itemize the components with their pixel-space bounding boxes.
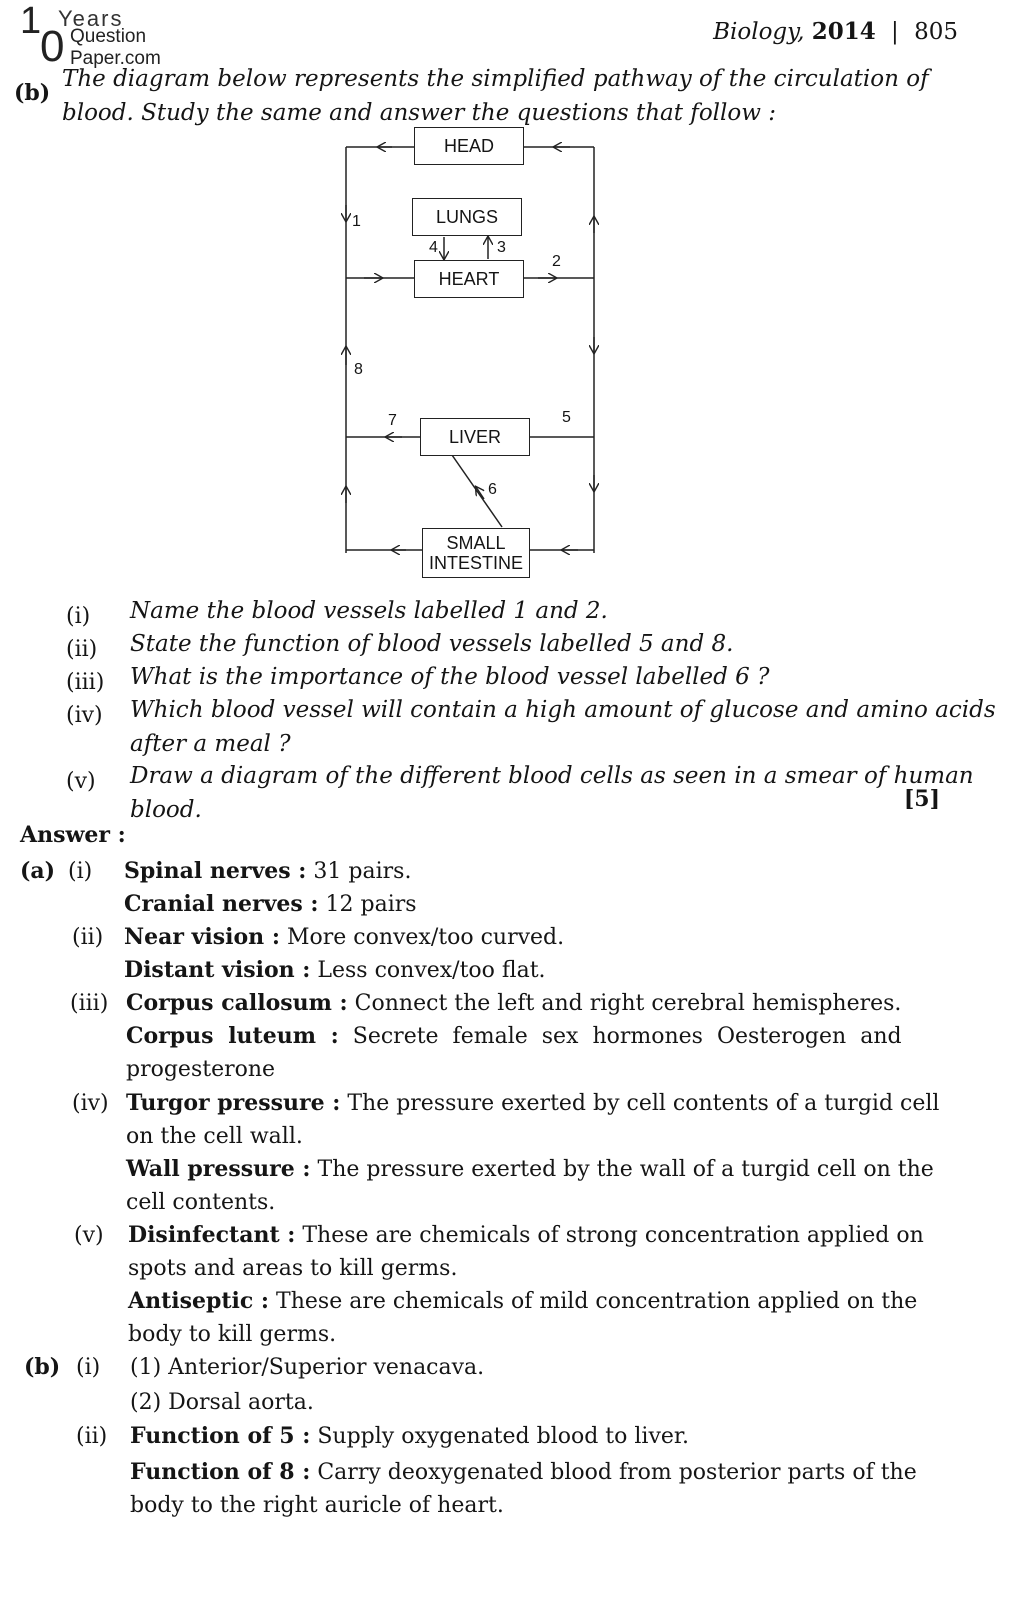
site-logo <box>14 0 214 71</box>
question-b-intro-line2: blood. Study the same and answer the questions that follow : <box>62 100 776 126</box>
header-subject: Biology, <box>713 19 805 45</box>
liver-box: LIVER <box>420 418 530 456</box>
ans-a-ii-num: (ii) <box>72 925 104 950</box>
logo-digit-0: 0 <box>40 22 65 71</box>
value-antiseptic: These are chemicals of mild concentration applied on the <box>269 1289 918 1314</box>
ans-a-iv-line3 <box>126 1153 934 1186</box>
ans-a-iv-line2: on the cell wall. <box>126 1124 303 1149</box>
value-wall-pressure: The pressure exerted by the wall of a turgid cell on the <box>310 1157 934 1182</box>
vessel-label-7: 7 <box>388 412 397 429</box>
value-near-vision: More convex/too curved. <box>279 925 565 950</box>
subq-ii-text: State the function of blood vessels labelled 5 and 8. <box>130 631 734 657</box>
small-intestine-line1: SMALL <box>446 533 506 553</box>
subq-iii-text: What is the importance of the blood vessel labelled 6 ? <box>130 664 770 690</box>
ans-a-iv-num: (iv) <box>72 1091 109 1116</box>
vessel-label-4: 4 <box>429 239 438 256</box>
term-spinal-nerves: Spinal nerves : <box>124 858 307 884</box>
ans-a-iii-line3: progesterone <box>126 1057 276 1082</box>
answer-a-label: (a) <box>20 858 56 884</box>
term-antiseptic: Antiseptic : <box>128 1288 270 1314</box>
value-spinal-nerves: 31 pairs. <box>306 859 412 884</box>
value-disinfectant: These are chemicals of strong concentration applied on <box>295 1223 924 1248</box>
ans-a-iii-num: (iii) <box>70 991 109 1016</box>
ans-b-ii-line1 <box>130 1420 689 1453</box>
vessel-label-1: 1 <box>352 213 361 230</box>
subq-iv-text2: after a meal ? <box>130 731 291 757</box>
question-b-intro-line1: The diagram below represents the simplified pathway of the circulation of <box>62 66 929 92</box>
question-b-label: (b) <box>14 80 51 106</box>
ans-a-iv-line1 <box>126 1087 939 1120</box>
ans-a-v-num: (v) <box>74 1223 104 1248</box>
ans-a-ii-line1 <box>124 921 564 954</box>
subq-v-text: Draw a diagram of the different blood cells as seen in a smear of human <box>130 763 974 789</box>
subq-iii-num: (iii) <box>66 670 105 695</box>
small-intestine-line2: INTESTINE <box>428 553 523 573</box>
lungs-box: LUNGS <box>412 198 522 236</box>
term-wall-pressure: Wall pressure : <box>126 1156 311 1182</box>
value-function-8: Carry deoxygenated blood from posterior parts of the <box>310 1460 917 1485</box>
logo-paper: Paper.com <box>70 48 161 69</box>
subq-iv-num: (iv) <box>66 703 103 728</box>
subq-v-text2: blood. <box>130 797 202 823</box>
ans-a-iii-line2 <box>126 1020 902 1053</box>
logo-years: Years <box>58 6 124 31</box>
ans-b-i-1: (1) Anterior/Superior venacava. <box>130 1355 485 1380</box>
term-function-5: Function of 5 : <box>130 1423 311 1449</box>
ans-a-iii-line1 <box>126 987 901 1020</box>
value-corpus-luteum: Secrete female sex hormones Oesterogen and <box>338 1024 902 1049</box>
term-corpus-callosum: Corpus callosum : <box>126 990 348 1016</box>
subq-ii-num: (ii) <box>66 637 98 662</box>
answer-heading: Answer : <box>20 822 126 848</box>
circulation-diagram <box>330 125 620 595</box>
ans-b-ii-line2 <box>130 1456 917 1489</box>
ans-a-v-line4: body to kill germs. <box>128 1322 337 1347</box>
ans-b-ii-num: (ii) <box>76 1424 108 1449</box>
subq-v-num: (v) <box>66 769 96 794</box>
ans-b-i-num: (i) <box>76 1355 101 1380</box>
term-near-vision: Near vision : <box>124 924 280 950</box>
header-separator: | <box>891 19 899 45</box>
vessel-label-3: 3 <box>497 239 506 256</box>
value-function-5: Supply oxygenated blood to liver. <box>310 1424 689 1449</box>
ans-b-ii-line3: body to the right auricle of heart. <box>130 1493 504 1518</box>
term-turgor-pressure: Turgor pressure : <box>126 1090 341 1116</box>
term-cranial-nerves: Cranial nerves : <box>124 891 319 917</box>
term-corpus-luteum: Corpus luteum : <box>126 1023 339 1049</box>
term-disinfectant: Disinfectant : <box>128 1222 296 1248</box>
header-year: 2014 <box>811 18 876 45</box>
page-header <box>713 18 958 45</box>
value-turgor-pressure: The pressure exerted by cell contents of a turgid cell <box>340 1091 940 1116</box>
ans-a-v-line1 <box>128 1219 924 1252</box>
heart-box: HEART <box>414 260 524 298</box>
ans-a-ii-line2 <box>124 954 546 987</box>
vessel-label-5: 5 <box>562 409 571 426</box>
ans-b-i-2: (2) Dorsal aorta. <box>130 1390 314 1415</box>
ans-a-i-num: (i) <box>68 859 93 884</box>
ans-a-i-line1 <box>124 855 411 888</box>
vessel-label-2: 2 <box>552 253 561 270</box>
ans-a-v-line2: spots and areas to kill germs. <box>128 1256 458 1281</box>
value-cranial-nerves: 12 pairs <box>318 892 417 917</box>
subq-iv-text: Which blood vessel will contain a high amount of glucose and amino acids <box>130 697 996 723</box>
ans-a-v-line3 <box>128 1285 917 1318</box>
circulation-lines <box>330 125 620 595</box>
marks: [5] <box>903 786 940 812</box>
ans-a-iv-line4: cell contents. <box>126 1190 276 1215</box>
vessel-label-8: 8 <box>354 361 363 378</box>
logo-digit-1: 1 <box>20 0 42 42</box>
value-distant-vision: Less convex/too flat. <box>310 958 546 983</box>
term-distant-vision: Distant vision : <box>124 957 311 983</box>
term-function-8: Function of 8 : <box>130 1459 311 1485</box>
head-box: HEAD <box>414 127 524 165</box>
subq-i-num: (i) <box>66 604 91 629</box>
answer-b-label: (b) <box>24 1354 61 1380</box>
ans-a-i-line2 <box>124 888 417 921</box>
vessel-label-6: 6 <box>488 481 497 498</box>
page-number: 805 <box>914 19 958 45</box>
subq-i-text: Name the blood vessels labelled 1 and 2. <box>130 598 608 624</box>
value-corpus-callosum: Connect the left and right cerebral hemispheres. <box>347 991 902 1016</box>
small-intestine-box <box>422 528 530 578</box>
logo-question: Question <box>70 26 147 47</box>
